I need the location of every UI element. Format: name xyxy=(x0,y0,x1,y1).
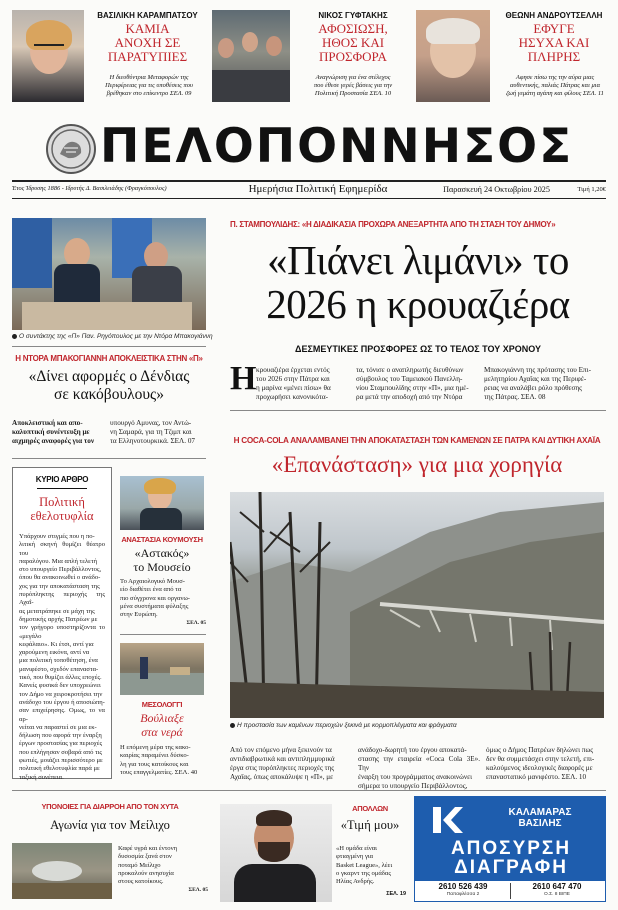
meilichos-text: Καφέ υγρά και έντονη δυσοσμία ξανά στον ποταμό Μείλιχο προκαλούν ανησυχία στους κατοίκους. ΣΕΛ. 05 xyxy=(118,845,208,894)
editorial-title[interactable]: Πολιτική εθελοτυφλία xyxy=(30,495,94,523)
left-rule-2 xyxy=(12,458,206,459)
coca-kicker: Η COCA-COLA ΑΝΑΛΑΜΒΑΝΕΙ ΤΗΝ ΑΠΟΚΑΤΑΣΤΑΣΗ ΤΩΝ ΚΑΜΕΝΩΝ ΣΕ ΠΑΤΡΑ ΚΑΙ ΔΥΤΙΚΗ ΑΧΑΪΑ xyxy=(233,436,601,445)
ad-main-text: ΑΠΟΣΥΡΣΗ ΔΙΑΓΡΑΦΗ xyxy=(450,838,572,878)
story1-author: ΒΑΣΙΛΙΚΗ ΚΑΡΑΜΠΑΤΣΟΥ xyxy=(97,11,198,20)
masthead-founding: Έτος Ίδρυσης 1886 - Ιδρυτής Δ. Βασιλειάδης (Φραγκόπουλος) xyxy=(12,185,167,192)
editorial-label: ΚΥΡΙΟ ΑΡΘΡΟ xyxy=(35,475,89,484)
story2-title[interactable]: ΑΦΟΣΙΩΣΗ, ΗΘΟΣ ΚΑΙ ΠΡΟΣΦΟΡΑ xyxy=(318,21,388,64)
ad-brand: ΚΑΛΑΜΑΡΑΣ ΒΑΣΙΛΗΣ xyxy=(508,807,572,829)
coca-text-col3: όμως ο Δήμος Πατρέων δηλώνει πως δεν θα συμμετάσχει στην τελετή, επι- καλούμενος ιδεολογικές διαφορές με επαναστατικό μανιφέστο. ΣΕΛ. 10 xyxy=(486,746,595,781)
story1-photo[interactable] xyxy=(12,10,84,102)
masthead-rule-bottom xyxy=(12,198,606,199)
bakoyanni-text-col2: υπουργό Αμυνας, τον Αντώ- νη Σαμαρά, για τη Τζιμπ και τα Ελληνοτουρκικά. ΣΕΛ. 07 xyxy=(110,419,196,445)
bakoyanni-text-col1: Αποκλειστική και απο- καλυπτική συνέντευξη με αιχμηρές αναφορές για τον xyxy=(12,419,95,445)
messolonghi-title[interactable]: Βούλιαξε στα νερά xyxy=(140,711,184,739)
masthead-date: Παρασκευή 24 Οκτωβρίου 2025 xyxy=(443,185,550,194)
masthead-rule-top xyxy=(12,180,606,182)
bakoyanni-caption: Ο συντάκτης της «Π» Παν. Ρηγόπουλος με την Ντόρα Μπακογιάννη xyxy=(12,333,212,340)
museum-rule xyxy=(120,634,206,635)
bakoyanni-photo[interactable] xyxy=(12,218,206,330)
story3-photo[interactable] xyxy=(416,10,490,102)
apollon-photo[interactable] xyxy=(220,804,332,902)
story3-text: Αφησε πίσω της την αύρα μιας αυθεντικής, παλιάς Πάτρας και μια ζωή γεμάτη αγάπη και φίλους ΣΕΛ. 11 xyxy=(506,74,604,97)
coca-text-col2: ανάδοχο-δωρητή του έργου αποκατά- στασης την εταιρεία «Coca Cola 3E». Την έναρξη του προγράμματος ανακοινώνει σήμερα το υπουργείο Περιβάλλοντος, xyxy=(358,746,480,790)
left-rule-1 xyxy=(12,346,206,347)
burned-area-caption: Η προστασία των καμένων περιοχών ξεκινά με κορμοπλέγματα και φράγματα xyxy=(230,722,608,729)
story2-photo[interactable] xyxy=(212,10,290,102)
lead-dropcap: Η xyxy=(230,360,257,397)
museum-text: Το Αρχαιολογικό Μουσ- είο διαθέτει ένα από τα πιο σύγχρονα και οργανω- μένα συστήματα φύλαξης στην Ευρώπη. ΣΕΛ. 05 xyxy=(120,578,206,627)
lead-text-col3: Μπακογιάννη της πρότασης του Επι- μελητηρίου Αχαΐας και της Περιφέ- ρειας να αναλάβει ρόλο πρόθεσης της Πάτρας. ΣΕΛ. 08 xyxy=(484,366,591,401)
meilichos-headline[interactable]: Αγωνία για τον Μείλιχο xyxy=(50,818,170,832)
messolonghi-kicker: ΜΕΣΟΛΟΓΓΙ xyxy=(141,700,183,709)
bottom-rule xyxy=(12,790,606,791)
lead-kicker: Π. ΣΤΑΜΠΟΥΛΙΔΗΣ: «Η ΔΙΑΔΙΚΑΣΙΑ ΠΡΟΧΩΡΑ ΑΝΕΞΑΡΤΗΤΑ ΑΠΟ ΤΗ ΣΤΑΣΗ ΤΟΥ ΔΗΜΟΥ» xyxy=(230,220,556,229)
meilichos-photo[interactable] xyxy=(12,843,112,899)
lead-subhead: ΔΕΣΜΕΥΤΙΚΕΣ ΠΡΟΣΦΟΡΕΣ ΩΣ ΤΟ ΤΕΛΟΣ ΤΟΥ ΧΡΟΝΟΥ xyxy=(295,344,541,354)
editorial-box xyxy=(12,467,112,779)
ad-logo-icon xyxy=(429,805,465,835)
coca-headline[interactable]: «Επανάσταση» για μια χορηγία xyxy=(271,452,563,477)
ad-kalamaras[interactable] xyxy=(414,796,606,902)
bakoyanni-headline[interactable]: «Δίνει αφορμές ο Δένδιας σε κακόβουλους» xyxy=(28,368,190,403)
masthead-logo-icon xyxy=(46,124,96,174)
apollon-kicker: ΑΠΟΛΛΩΝ xyxy=(352,804,388,813)
apollon-title[interactable]: «Τιμή μου» xyxy=(340,818,400,832)
caption-bullet-icon xyxy=(12,334,17,339)
museum-kicker: ΑΝΑΣΤΑΣΙΑ ΚΟΥΜΟΥΣΗ xyxy=(121,535,203,544)
ad-phone-2-note: Ο.Σ. 8 ΒΙΠΕ xyxy=(544,892,570,897)
ad-phone-1-note: Παπαφλέσσα 2 xyxy=(446,892,480,897)
ad-phone-2[interactable]: 2610 647 470 xyxy=(532,882,582,891)
editorial-text: Υπάρχουν στιγμές που η πο- λιτική σκηνή θυμίζει θέατρο του παραλόγου. Μια απλή τελετή στο υπουργείο Περιβάλλοντος, όπου θα ανακοινωθεί ο ανάδο- χος για την αποκατάσταση της πυρόπληκτης περιοχής της Αχαΐ- ας μετατράπηκε σε μάχη της δημοτικής αρχής Πατρέων με τον γρήγορο υποστηρίζοντα το «μεγάλο κεφάλαιο». Κι έτσι, αντί για χαρούμενη εικόνα, αντί να μια πολιτική τοποθέτηση, ένα μανιφέστο, σχεδόν επαναστα- τικό, που θυμίζει άλλες εποχές. Κανείς φυσικά δεν υποχρεώνει τον Δήμο να χειροκροτήσει την ανάδοχο του έργου ή αποσιώπη- σαν επιχείρησης. Ομως, το να αρ- νείται να παραστεί σε μια εκ- δήλωση που αφορά την έναρξη έργων προστασίας για περιοχές που επλήγησαν σοβαρά από τις φωτιές, μοιάζει περισσότερο με πολιτική εθελοτυφλία παρά με ταξική συνέπεια. xyxy=(19,533,105,781)
ad-phone-1[interactable]: 2610 526 439 xyxy=(438,882,488,891)
story1-title[interactable]: ΚΑΜΙΑ ΑΝΟΧΗ ΣΕ ΠΑΡΑΤΥΠΙΕΣ xyxy=(107,21,188,64)
meilichos-kicker: ΥΠΟΝΟΙΕΣ ΓΙΑ ΔΙΑΡΡΟΗ ΑΠΟ ΤΟΝ ΧΥΤΑ xyxy=(41,802,179,811)
lead-text-col2: τα, τόνισε ο αναπληρωτής διευθύνων σύμβουλος του Ταμειακού Πανελλη- νίου Σταμπουλίδης στην «Π», μια ημέ- ρα μετά την αποδοχή από την Ντόρα xyxy=(356,366,469,401)
museum-photo[interactable] xyxy=(120,476,204,530)
masthead-subtitle: Ημερήσια Πολιτική Εφημερίδα xyxy=(248,183,388,195)
story3-author: ΘΕΩΝΗ ΑΝΔΡΟΥΤΣΕΛΛΗ xyxy=(505,11,603,20)
caption-bullet-icon xyxy=(230,723,235,728)
museum-title[interactable]: «Αστακός» το Μουσείο xyxy=(133,546,191,574)
lead-text-col1: κρουαζιέρα έρχεται εντός του 2026 στην Πάτρα και η μαρίνα «μένει πίσω» θα προχωρήσει κανονικότα- xyxy=(256,366,331,401)
burned-area-photo[interactable] xyxy=(230,492,604,718)
masthead-title[interactable]: ΠΕΛΟΠΟΝΝΗΣΟΣ xyxy=(100,119,574,174)
apollon-text: «Η ομάδα είναι φτιαγμένη για Basket League», λέει ο γκαρντ της ομάδας Ηλίας Ανδρής. xyxy=(336,845,393,886)
lead-rule xyxy=(230,410,606,411)
messolonghi-text: Η επόμενη μέρα της κακο- καιρίας παραμένει δύσκο- λη για τους κατοίκους και τους επαγγελματίες. ΣΕΛ. 40 xyxy=(120,744,198,776)
story1-text: Η διευθύντρια Μεταφορών της Περιφέρειας για τις υποθέσεις που βρέθηκαν στο επίκεντρο ΣΕΛ. 09 xyxy=(105,74,193,97)
coca-text-col1: Από τον επόμενο μήνα ξεκινούν τα αντιδιαβρωτικά και αντιπλημμυρικά έργα στις πυρόπληκτες περιοχές της Αχαΐας, όπως αποκάλυψε η «Π», με xyxy=(230,746,335,781)
story2-author: ΝΙΚΟΣ ΓΥΦΤΑΚΗΣ xyxy=(318,11,388,20)
ad-phone-bar xyxy=(415,881,605,901)
masthead-price: Τιμή 1,20€ xyxy=(577,186,606,193)
story2-text: Αναγνώριση για ένα στέλεχος που έθεσε γερές βάσεις για την Πολιτική Προστασία ΣΕΛ. 10 xyxy=(313,74,393,97)
story3-title[interactable]: ΕΦΥΓΕ ΗΣΥΧΑ ΚΑΙ ΠΛΗΡΗΣ xyxy=(518,21,590,64)
apollon-page: ΣΕΛ. 19 xyxy=(386,891,406,897)
messolonghi-photo[interactable] xyxy=(120,643,204,695)
bakoyanni-kicker: Η ΝΤΟΡΑ ΜΠΑΚΟΓΙΑΝΝΗ ΑΠΟΚΛΕΙΣΤΙΚΑ ΣΤΗΝ «Π» xyxy=(15,354,203,363)
lead-headline[interactable]: «Πιάνει λιμάνι» το 2026 η κρουαζιέρα xyxy=(266,237,570,327)
